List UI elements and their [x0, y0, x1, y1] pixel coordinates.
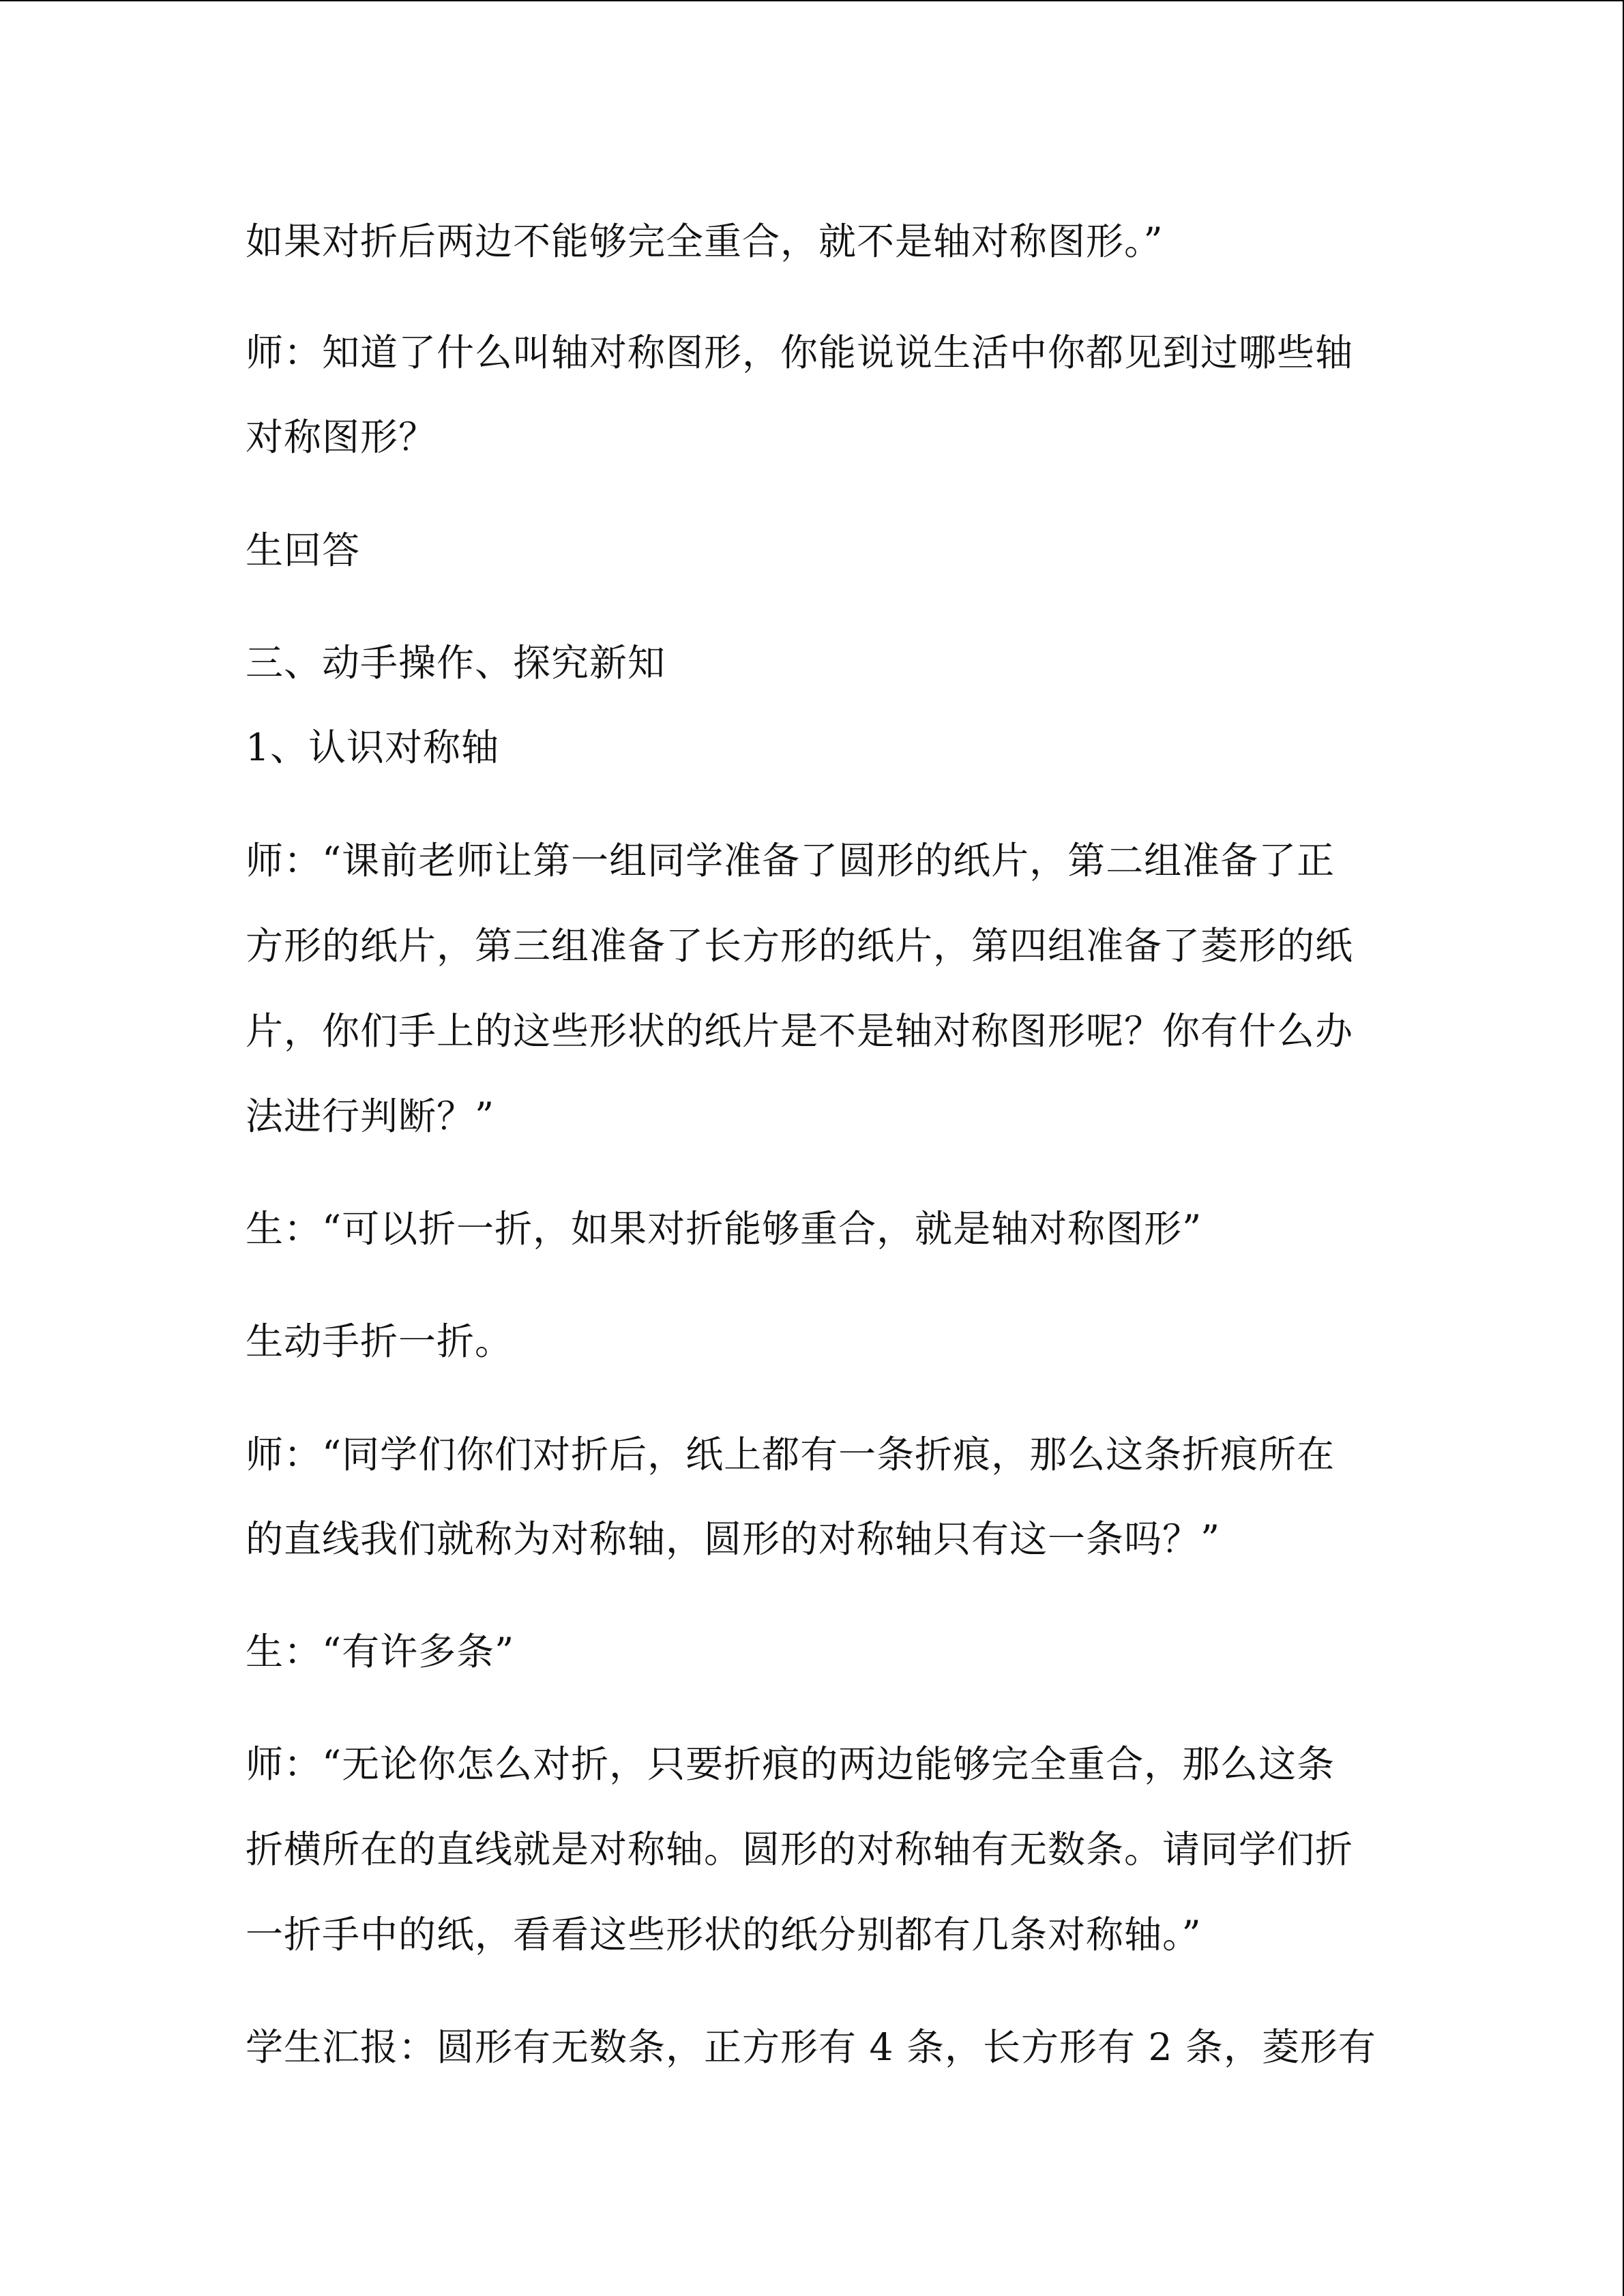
text-line-19: 学生汇报：圆形有无数条，正方形有 4 条，长方形有 2 条，菱形有	[246, 2025, 1376, 2069]
subsection-heading: 1、认识对称轴	[246, 726, 499, 769]
text-line-13: 师：“同学们你们对折后，纸上都有一条折痕，那么这条折痕所在	[246, 1433, 1335, 1476]
text-line-2: 师：知道了什么叫轴对称图形，你能说说生活中你都见到过哪些轴	[246, 331, 1354, 374]
text-line-17: 折横所在的直线就是对称轴。圆形的对称轴有无数条。请同学们折	[246, 1828, 1354, 1871]
section-heading: 三、动手操作、探究新知	[246, 641, 666, 685]
text-line-11: 生：“可以折一折，如果对折能够重合，就是轴对称图形”	[246, 1207, 1202, 1251]
text-line-4: 生回答	[246, 528, 361, 572]
text-line-7: 师：“课前老师让第一组同学准备了圆形的纸片，第二组准备了正	[246, 839, 1335, 882]
text-line-12: 生动手折一折。	[246, 1320, 514, 1363]
text-line-9: 片，你们手上的这些形状的纸片是不是轴对称图形呢？你有什么办	[246, 1009, 1354, 1053]
text-line-10: 法进行判断？”	[246, 1094, 495, 1138]
text-line-18: 一折手中的纸，看看这些形状的纸分别都有几条对称轴。”	[246, 1913, 1202, 1956]
text-line-8: 方形的纸片，第三组准备了长方形的纸片，第四组准备了菱形的纸	[246, 924, 1354, 968]
text-line-1: 如果对折后两边不能够完全重合，就不是轴对称图形。”	[246, 220, 1164, 263]
text-line-14: 的直线我们就称为对称轴，圆形的对称轴只有这一条吗？”	[246, 1517, 1221, 1561]
text-line-16: 师：“无论你怎么对折，只要折痕的两边能够完全重合，那么这条	[246, 1742, 1335, 1786]
text-line-3: 对称图形？	[246, 415, 437, 459]
text-line-15: 生：“有许多条”	[246, 1630, 515, 1673]
